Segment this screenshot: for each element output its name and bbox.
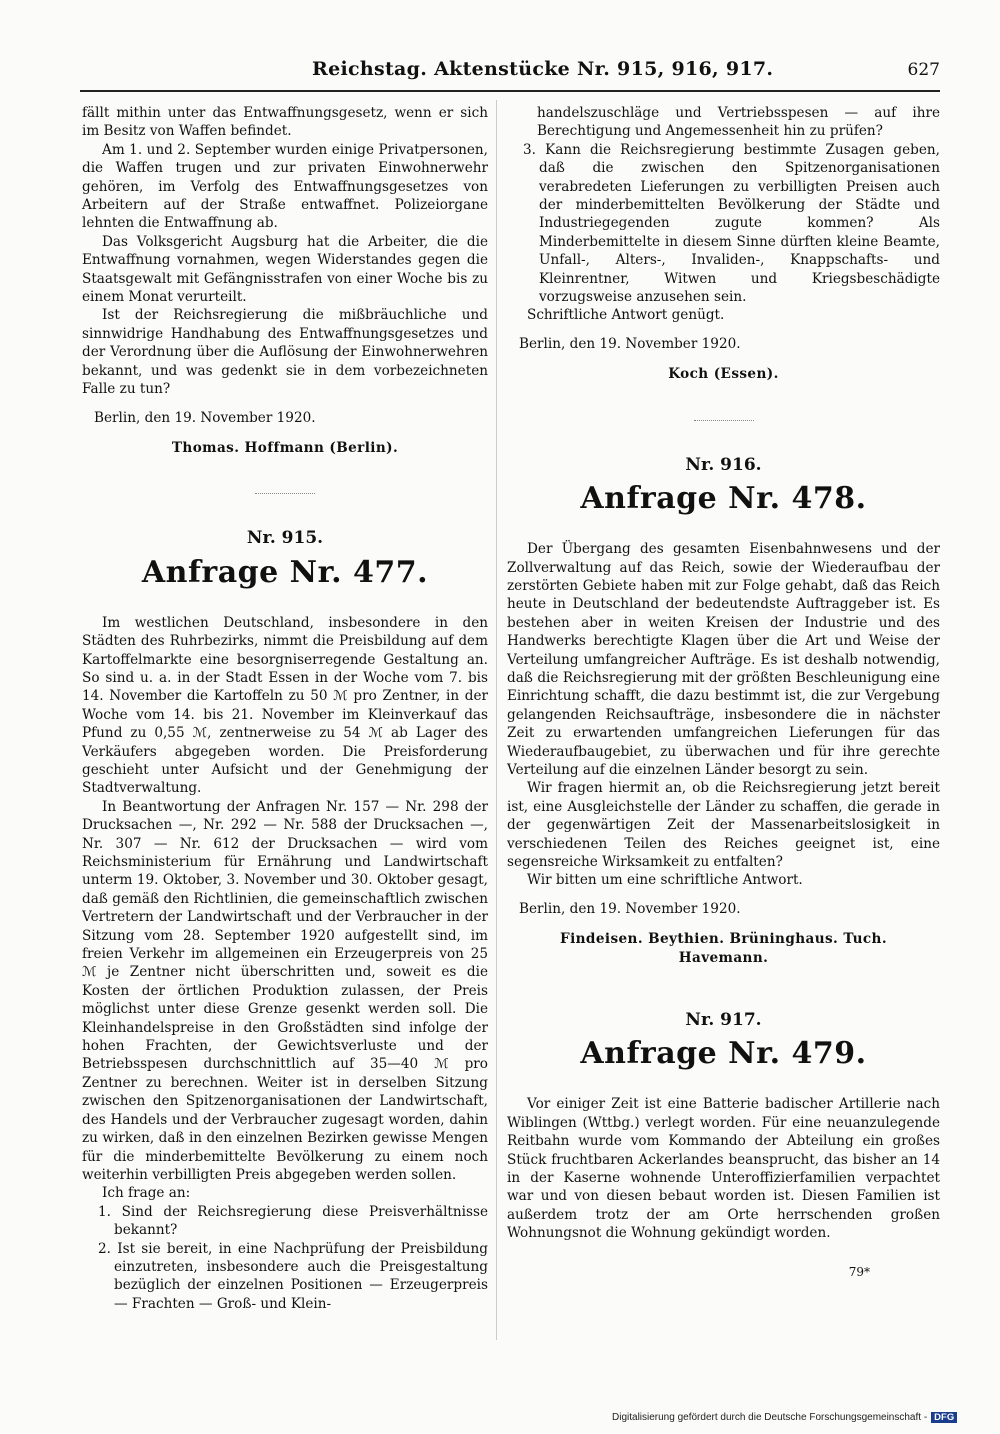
page-header [80,58,940,88]
signature: Havemann. [678,949,769,966]
paragraph: In Beantwortung der Anfragen Nr. 157 — Nr. 298 der Drucksachen —, Nr. 292 — Nr. 588 der Drucksachen —, Nr. 307 — Nr. 612 der Drucksachen — wird vom Reichsministerium für Ernährung und Landwirtschaft unterm 19. Oktober, 3. November und 30. Oktober gesagt, daß gemäß den Richtlinien, die gemeinschaftlich zwischen Vertretern der Landwirtschaft und der Verbraucher in der Sitzung vom 28. September 1920 aufgestellt sind, im freien Verkehr im allgemeinen ein Erzeugerpreis von 25 ℳ je Zentner nicht überschritten und, soweit es die Kosten der örtlichen Produktion zulassen, der Preis möglichst unter diese Grenze gesenkt werden soll. Die Kleinhandelspreise in den Großstädten sind infolge der hohen Frachten, der Gewichtsverluste und der Betriebsspesen durchschnittlich auf 35—40 ℳ pro Zentner zu berechnen. Weiter ist in derselben Sitzung zwischen den Spitzenorganisationen der Landwirtschaft, des Handels und der Verbraucher zugesagt worden, dahin zu wirken, daß in den einzelnen Bezirken gewisse Mengen für die minderbemittelte Bevölkerung zu einem noch weiterhin verbilligten Preis abgegeben werden sollen. [82,798,488,1183]
sheet-note: 79* [848,1264,870,1279]
paragraph: Ist der Reichsregierung die mißbräuchliche und sinnwidrige Handhabung des Entwaffnungsgesetzes und der Verordnung über die Auflösung der Einwohnerwehren bekannt, und was gedenkt sie in dem vorbezeichneten Falle zu tun? [82,307,488,398]
section-separator [694,420,754,422]
page-title: Reichstag. Aktenstücke Nr. 915, 916, 917. [312,58,774,80]
date-line: Berlin, den 19. November 1920. [519,335,741,352]
spacer [507,967,940,993]
header-rule [80,90,940,92]
paragraph: Der Übergang des gesamten Eisenbahnwesens und der Zollverwaltung auf das Reich, sowie der Wiederaufbau der zerstörten Gebiete haben mit zur Folge gehabt, daß das Reich heute in Deutschland der bedeutendste Auftraggeber ist. Es bestehen aber in weiten Kreisen der Industrie und des Handwerks berechtigte Klagen über die Art und Weise der Verteilung umfangreicher Aufträge. Es ist deshalb notwendig, daß die Reichsregierung mit der größten Beschleunigung eine Einrichtung schafft, die dazu bestimmt ist, die zur Vergebung gelangenden Reichsaufträge, insbesondere die in nächster Zeit zu erwartenden umfangreichen Lieferungen für das Wiederaufbaugebiet, zu überwachen und für ihre gerechte Verteilung auf die einzelnen Länder besorgt zu sein. [507,541,940,778]
paragraph: Am 1. und 2. September wurden einige Privatpersonen, die Waffen trugen und zur privaten Einwohnerwehr gehören, im Verfolg des Entwaffnungsgesetzes von Arbeitern auf der Straße entwaffnet. Polizeiorgane lehnten die Entwaffnung ab. [82,141,488,232]
paragraph: Im westlichen Deutschland, insbesondere in den Städten des Ruhrbezirks, nimmt die Preisbildung auf dem Kartoffelmarkte eine besorgniserregende Gestaltung an. So sind u. a. in der Stadt Essen in der Woche vom 7. bis 14. November die Kartoffeln zu 50 ℳ pro Zentner, in der Woche vom 14. bis 21. November im Kleinverkauf das Pfund zu 0,55 ℳ, zentnerweise zu 54 ℳ ab Lager des Verkäufers abgegeben worden. Die Preisforderung geschieht unter Aufsicht und der Genehmigung der Stadtverwaltung. [82,614,488,797]
paragraph: Vor einiger Zeit ist eine Batterie badischer Artillerie nach Wiblingen (Wttbg.) verlegt worden. Für eine neuanzulegende Reitbahn wurde vom Kommando der Abteilung ein großes Stück fruchtbaren Ackerlandes beansprucht, das bisher an 14 in der Kaserne wohnende Unteroffizierfamilien verpachtet war und von diesen bebaut worden ist. Diesen Familien ist außerdem trotz der am Orte herrschenden großen Wohnungsnot die Wohnung gekündigt worden. [507,1096,940,1242]
footer-text: Digitalisierung gefördert durch die Deutsche Forschungsgemeinschaft - [612,1412,928,1423]
section-title: Anfrage Nr. 478. [580,481,867,517]
signature: Findeisen. Beythien. Brüninghaus. Tuch. [560,931,887,948]
section-title: Anfrage Nr. 479. [580,1036,867,1072]
question-item: 1. Sind der Reichsregierung diese Preisverhältnisse bekannt? [98,1203,488,1239]
question-item: 2. Ist sie bereit, in eine Nachprüfung der Preisbildung einzutreten, insbesondere auch die Preisgestaltung bezüglich der einzelnen Positionen — Erzeugerpreis — Frachten — Groß- und Klein- [98,1240,488,1312]
question-item: 3. Kann die Reichsregierung bestimmte Zusagen geben, daß die zwischen den Spitzenorganisationen verabredeten Lieferungen zu verbilligten Preisen auch der minderbemittelten Bevölkerung der Städte und Industriegegenden zugute kommen? Als Minderbemittelte in diesem Sinne dürften kleine Beamte, Unfall-, Alters-, Invaliden-, Knappschafts- und Kleinrentner, Witwen und Kriegsbeschädigte vorzugsweise anzusehen sein. [523,141,940,306]
column-divider [496,100,497,1340]
paragraph: Das Volksgericht Augsburg hat die Arbeiter, die die Entwaffnung vornahmen, wegen Widerstandes gegen die Staatsgewalt mit Gefängnisstrafen von einer Woche bis zu einem Monat verurteilt. [82,233,488,306]
section-number: Nr. 917. [685,1010,762,1031]
reply-note: Schriftliche Antwort genügt. [527,307,725,324]
section-title: Anfrage Nr. 477. [141,554,429,590]
right-column [507,104,940,1281]
section-number: Nr. 915. [246,528,324,549]
question-item-continued: handelszuschläge und Vertriebsspesen — auf ihre Berechtigung und Angemessenheit hin zu prüfen? [537,105,940,140]
signature: Thomas. Hoffmann (Berlin). [171,439,399,456]
signature: Koch (Essen). [668,366,779,383]
dfg-logo: DFG [931,1412,957,1423]
date-line: Berlin, den 19. November 1920. [94,409,316,426]
section-separator [255,493,315,495]
page-number: 627 [907,60,940,80]
date-line: Berlin, den 19. November 1920. [519,900,741,917]
spacer [507,993,940,1011]
left-column [82,104,488,1313]
paragraph: Wir bitten um eine schriftliche Antwort. [527,872,803,889]
paragraph: Ich frage an: [102,1185,191,1202]
paragraph: fällt mithin unter das Entwaffnungsgesetz, wenn er sich im Besitz von Waffen befindet. [82,105,488,140]
section-number: Nr. 916. [685,454,762,475]
digitization-footer [612,1412,957,1423]
paragraph: Wir fragen hiermit an, ob die Reichsregierung jetzt bereit ist, eine Ausgleichstelle der Länder zu schaffen, die gerade in der gegenwärtigen Zeit der Massenarbeitslosigkeit in verschiedenen Teilen des Reiches geeignet ist, eine segensreiche Wirksamkeit zu entfalten? [507,780,940,870]
